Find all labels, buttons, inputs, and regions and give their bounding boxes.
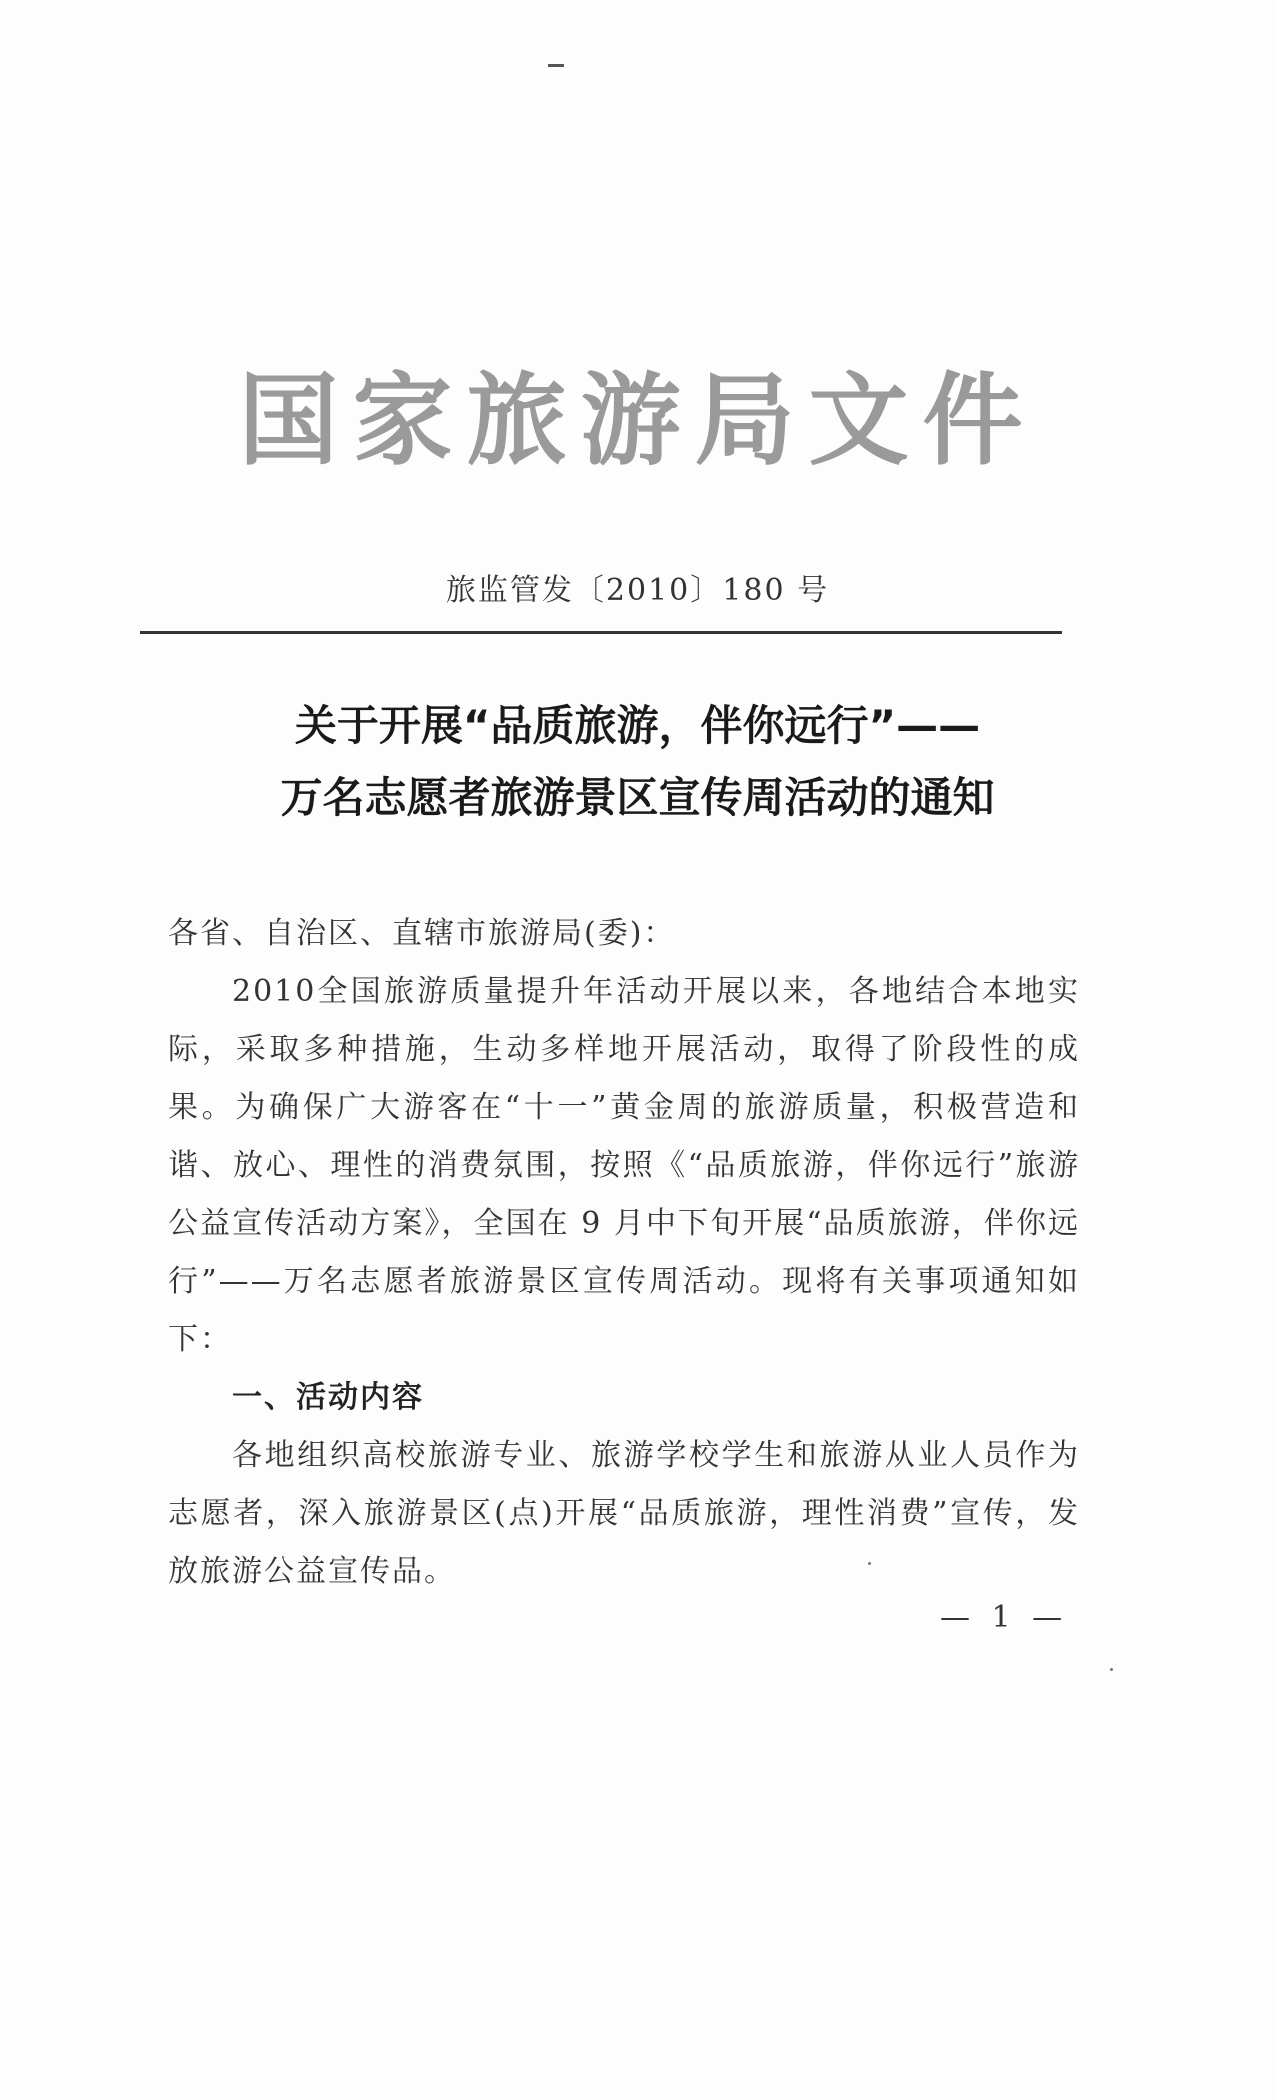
- document-title: [0, 690, 1275, 834]
- section-heading-activity-content: 一、活动内容: [232, 1380, 424, 1415]
- paragraph-intro: 2010全国旅游质量提升年活动开展以来，各地结合本地实际，采取多种措施，生动多样地开展活动，取得了阶段性的成果。为确保广大游客在“十一”黄金周的旅游质量，积极营造和谐、放心、理性的消费氛围，按照《“品质旅游，伴你远行”旅游公益宣传活动方案》，全国在 9 月中下旬开展“品质旅游，伴你远行”——万名志愿者旅游景区宣传周活动。现将有关事项通知如下：: [168, 974, 1080, 1357]
- page-number: — 1 —: [940, 1600, 1069, 1635]
- scan-speck: [1110, 1668, 1113, 1671]
- salutation: 各省、自治区、直辖市旅游局(委)：: [168, 916, 676, 951]
- document-number: 旅监管发〔2010〕180 号: [445, 573, 830, 608]
- title-line-2: 万名志愿者旅游景区宣传周活动的通知: [280, 773, 995, 822]
- document-body: [168, 905, 1080, 1601]
- scan-speck: [868, 1562, 871, 1565]
- header-divider: [140, 631, 1062, 634]
- paragraph-activity-content: 各地组织高校旅游专业、旅游学校学生和旅游从业人员作为志愿者，深入旅游景区(点)开展“品质旅游，理性消费”宣传，发放旅游公益宣传品。: [168, 1438, 1080, 1589]
- issuing-organization-header: 国家旅游局文件: [238, 361, 1037, 479]
- title-line-1: 关于开展“品质旅游，伴你远行”——: [294, 701, 981, 750]
- scan-mark: [548, 64, 564, 67]
